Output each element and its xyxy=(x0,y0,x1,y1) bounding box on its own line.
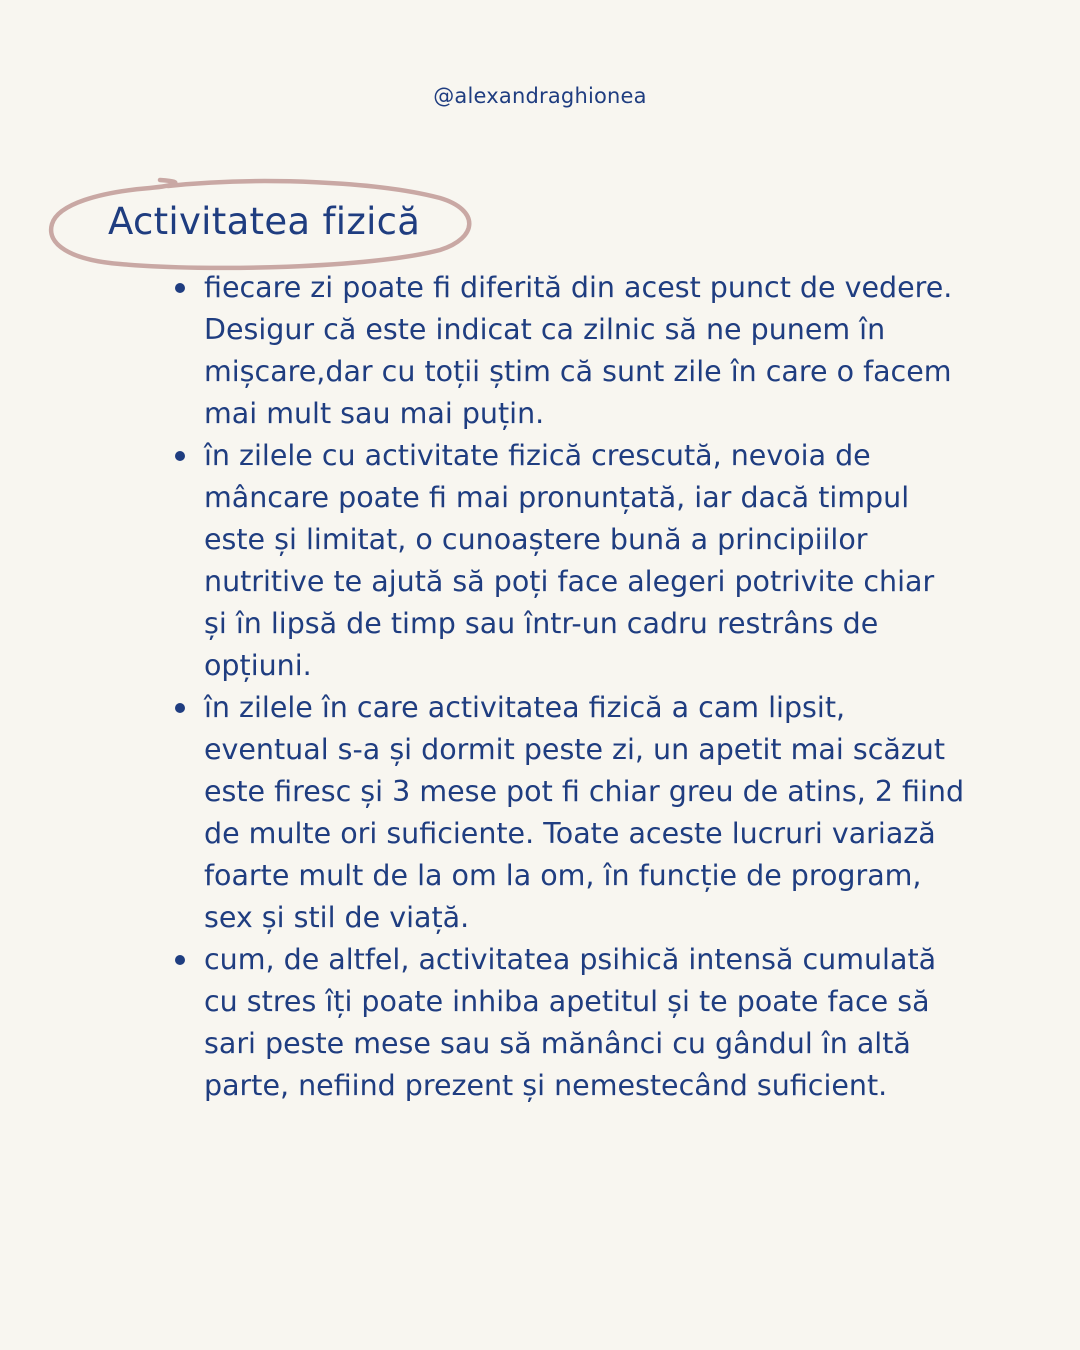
text-line: în zilele cu activitate fizică crescută, nevoia de xyxy=(204,439,871,472)
list-item xyxy=(170,267,1000,435)
text-line: sari peste mese sau să mănânci cu gândul în altă xyxy=(204,1027,911,1060)
section-title: Activitatea fizică xyxy=(108,200,421,243)
text-line: de multe ori suficiente. Toate aceste lucruri variază xyxy=(204,817,936,850)
text-line: nutritive te ajută să poți face alegeri potrivite chiar xyxy=(204,565,935,598)
text-line: mâncare poate fi mai pronunțată, iar dacă timpul xyxy=(204,481,910,514)
text-line: cu stres îți poate inhiba apetitul și te poate face să xyxy=(204,985,930,1018)
text-line: mișcare,dar cu toții știm că sunt zile în care o facem xyxy=(204,355,952,388)
text-line: mai mult sau mai puțin. xyxy=(204,397,545,430)
text-line: cum, de altfel, activitatea psihică intensă cumulată xyxy=(204,943,937,976)
text-line: foarte mult de la om la om, în funcție de program, xyxy=(204,859,922,892)
text-line: Desigur că este indicat ca zilnic să ne punem în xyxy=(204,313,886,346)
list-item xyxy=(170,687,1000,939)
bullet-dot-icon xyxy=(175,703,185,713)
text-line: este firesc și 3 mese pot fi chiar greu de atins, 2 fiind xyxy=(204,775,965,808)
author-handle: @alexandraghionea xyxy=(433,84,647,108)
text-line: eventual s-a și dormit peste zi, un apetit mai scăzut xyxy=(204,733,946,766)
list-item xyxy=(170,435,1000,687)
text-line: parte, nefiind prezent și nemestecând suficient. xyxy=(204,1069,888,1102)
text-line: fiecare zi poate fi diferită din acest punct de vedere. xyxy=(204,271,953,304)
text-line: în zilele în care activitatea fizică a cam lipsit, xyxy=(204,691,846,724)
bullet-dot-icon xyxy=(175,451,185,461)
bullet-dot-icon xyxy=(175,283,185,293)
text-line: și în lipsă de timp sau într-un cadru restrâns de xyxy=(204,607,879,640)
text-line: este și limitat, o cunoaștere bună a principiilor xyxy=(204,523,868,556)
bullet-list xyxy=(170,267,1000,1107)
text-line: sex și stil de viață. xyxy=(204,901,470,934)
list-item xyxy=(170,939,1000,1107)
text-line: opțiuni. xyxy=(204,649,312,682)
bullet-dot-icon xyxy=(175,955,185,965)
